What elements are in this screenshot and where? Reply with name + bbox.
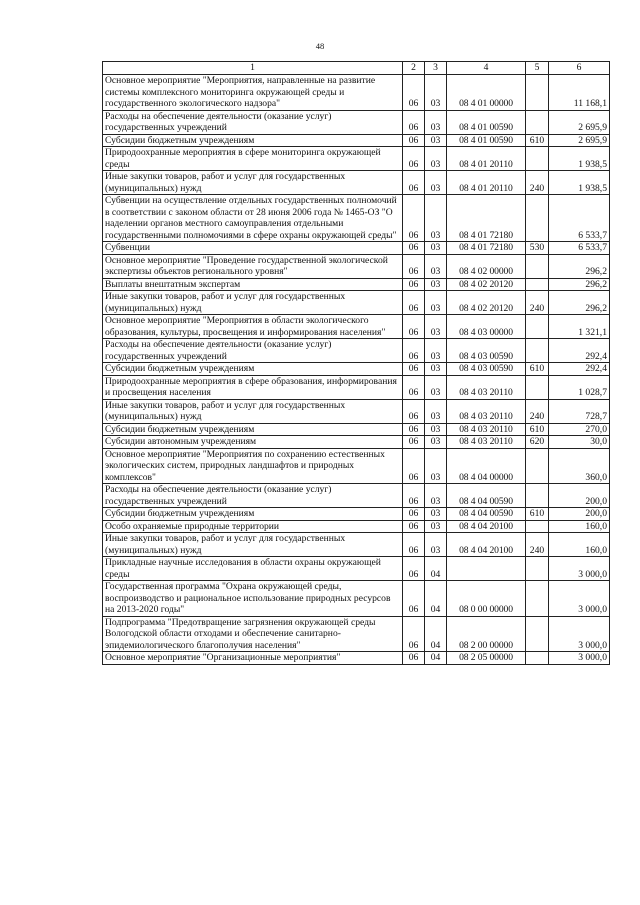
row-name-cell: Субсидии бюджетным учреждениям: [103, 363, 403, 376]
row-section-cell: 06: [403, 652, 425, 665]
row-sum-cell: 296,2: [549, 291, 610, 315]
row-target-code-cell: [447, 557, 526, 581]
row-target-code-cell: 08 4 04 20100: [447, 520, 526, 533]
row-name-cell: Государственная программа "Охрана окружающей среды, воспроизводство и рациональное использование природных ресурсов на 2013-2020 годы": [103, 581, 403, 617]
row-expense-type-cell: [526, 110, 549, 134]
row-section-cell: 06: [403, 291, 425, 315]
row-expense-type-cell: [526, 581, 549, 617]
row-section-cell: 06: [403, 375, 425, 399]
row-section-cell: 06: [403, 278, 425, 291]
row-target-code-cell: 08 4 01 20110: [447, 171, 526, 195]
row-subsection-cell: 03: [425, 363, 447, 376]
row-subsection-cell: 03: [425, 375, 447, 399]
row-name-cell: Иные закупки товаров, работ и услуг для государственных (муниципальных) нужд: [103, 291, 403, 315]
row-expense-type-cell: [526, 147, 549, 171]
table-row: [103, 315, 610, 339]
row-target-code-cell: 08 4 04 00590: [447, 484, 526, 508]
row-expense-type-cell: 610: [526, 423, 549, 436]
table-row: [103, 254, 610, 278]
page-number: 48: [315, 41, 325, 51]
row-sum-cell: 292,4: [549, 363, 610, 376]
row-expense-type-cell: [526, 278, 549, 291]
row-target-code-cell: 08 4 03 20110: [447, 375, 526, 399]
row-target-code-cell: 08 4 04 00590: [447, 508, 526, 521]
row-expense-type-cell: 610: [526, 363, 549, 376]
row-section-cell: 06: [403, 436, 425, 449]
row-subsection-cell: 03: [425, 291, 447, 315]
row-expense-type-cell: 610: [526, 134, 549, 147]
table-row: [103, 375, 610, 399]
row-name-cell: Основное мероприятие "Мероприятия, направленные на развитие системы комплексного мониторинга окружающей среды и государственного экологического надзора": [103, 75, 403, 111]
table-row: [103, 291, 610, 315]
row-expense-type-cell: [526, 195, 549, 242]
row-expense-type-cell: [526, 75, 549, 111]
column-header: 2: [403, 62, 425, 75]
row-sum-cell: 2 695,9: [549, 134, 610, 147]
row-subsection-cell: 03: [425, 399, 447, 423]
row-section-cell: 06: [403, 520, 425, 533]
row-name-cell: Природоохранные мероприятия в сфере мониторинга окружающей среды: [103, 147, 403, 171]
row-subsection-cell: 04: [425, 652, 447, 665]
row-sum-cell: 160,0: [549, 520, 610, 533]
row-section-cell: 06: [403, 110, 425, 134]
row-subsection-cell: 03: [425, 508, 447, 521]
row-section-cell: 06: [403, 254, 425, 278]
row-sum-cell: 1 321,1: [549, 315, 610, 339]
row-subsection-cell: 03: [425, 147, 447, 171]
row-name-cell: Подпрограмма "Предотвращение загрязнения окружающей среды Вологодской области отходами и обеспечение санитарно-эпидемиологического благополучия населения": [103, 616, 403, 652]
table-body: [103, 75, 610, 665]
row-section-cell: 06: [403, 171, 425, 195]
row-subsection-cell: 03: [425, 195, 447, 242]
row-section-cell: 06: [403, 616, 425, 652]
row-sum-cell: 11 168,1: [549, 75, 610, 111]
row-sum-cell: 1 938,5: [549, 171, 610, 195]
row-target-code-cell: 08 4 01 00590: [447, 110, 526, 134]
row-name-cell: Субсидии бюджетным учреждениям: [103, 423, 403, 436]
row-sum-cell: 3 000,0: [549, 557, 610, 581]
column-header: 1: [103, 62, 403, 75]
row-sum-cell: 296,2: [549, 254, 610, 278]
row-subsection-cell: 03: [425, 254, 447, 278]
row-name-cell: Субсидии автономным учреждениям: [103, 436, 403, 449]
row-expense-type-cell: 620: [526, 436, 549, 449]
row-expense-type-cell: 240: [526, 533, 549, 557]
table-row: [103, 533, 610, 557]
row-name-cell: Основное мероприятие "Мероприятия в области экологического образования, культуры, просвещения и информирования населения": [103, 315, 403, 339]
table-row: [103, 520, 610, 533]
row-sum-cell: 3 000,0: [549, 581, 610, 617]
row-sum-cell: 270,0: [549, 423, 610, 436]
table-row: [103, 110, 610, 134]
row-subsection-cell: 03: [425, 339, 447, 363]
row-name-cell: Основное мероприятие "Организационные мероприятия": [103, 652, 403, 665]
row-expense-type-cell: [526, 375, 549, 399]
row-name-cell: Расходы на обеспечение деятельности (оказание услуг) государственных учреждений: [103, 339, 403, 363]
row-name-cell: Иные закупки товаров, работ и услуг для государственных (муниципальных) нужд: [103, 533, 403, 557]
row-subsection-cell: 03: [425, 110, 447, 134]
row-sum-cell: 200,0: [549, 508, 610, 521]
row-subsection-cell: 03: [425, 484, 447, 508]
row-expense-type-cell: [526, 484, 549, 508]
row-name-cell: Особо охраняемые природные территории: [103, 520, 403, 533]
row-target-code-cell: 08 4 01 72180: [447, 242, 526, 255]
row-target-code-cell: 08 4 03 20110: [447, 436, 526, 449]
row-sum-cell: 1 938,5: [549, 147, 610, 171]
row-name-cell: Иные закупки товаров, работ и услуг для государственных (муниципальных) нужд: [103, 171, 403, 195]
row-target-code-cell: 08 4 01 00590: [447, 134, 526, 147]
row-subsection-cell: 03: [425, 75, 447, 111]
row-expense-type-cell: [526, 254, 549, 278]
row-name-cell: Природоохранные мероприятия в сфере образования, информирования и просвещения населения: [103, 375, 403, 399]
row-expense-type-cell: [526, 339, 549, 363]
column-header: 5: [526, 62, 549, 75]
row-target-code-cell: 08 4 02 20120: [447, 291, 526, 315]
table-row: [103, 134, 610, 147]
row-target-code-cell: 08 2 00 00000: [447, 616, 526, 652]
row-section-cell: 06: [403, 195, 425, 242]
column-header: 6: [549, 62, 610, 75]
row-target-code-cell: 08 4 03 20110: [447, 399, 526, 423]
row-name-cell: Субсидии бюджетным учреждениям: [103, 134, 403, 147]
table-row: [103, 557, 610, 581]
row-section-cell: 06: [403, 581, 425, 617]
table-row: [103, 484, 610, 508]
row-sum-cell: 200,0: [549, 484, 610, 508]
row-section-cell: 06: [403, 448, 425, 484]
row-section-cell: 06: [403, 399, 425, 423]
row-section-cell: 06: [403, 242, 425, 255]
row-subsection-cell: 04: [425, 616, 447, 652]
row-section-cell: 06: [403, 134, 425, 147]
row-subsection-cell: 03: [425, 423, 447, 436]
row-target-code-cell: 08 4 04 20100: [447, 533, 526, 557]
row-name-cell: Субвенции на осуществление отдельных государственных полномочий в соответствии с законом области от 28 июня 2006 года № 1465-ОЗ "О наделении органов местного самоуправления отдельными государственными полномочиями в сфере охраны окружающей среды": [103, 195, 403, 242]
table-row: [103, 242, 610, 255]
table-row: [103, 652, 610, 665]
row-expense-type-cell: [526, 448, 549, 484]
budget-table: [102, 61, 610, 665]
row-name-cell: Иные закупки товаров, работ и услуг для государственных (муниципальных) нужд: [103, 399, 403, 423]
row-expense-type-cell: 240: [526, 291, 549, 315]
column-header: 4: [447, 62, 526, 75]
row-target-code-cell: 08 4 02 20120: [447, 278, 526, 291]
table-row: [103, 508, 610, 521]
row-expense-type-cell: 610: [526, 508, 549, 521]
row-subsection-cell: 03: [425, 315, 447, 339]
row-subsection-cell: 03: [425, 436, 447, 449]
table-row: [103, 436, 610, 449]
row-expense-type-cell: [526, 315, 549, 339]
row-sum-cell: 1 028,7: [549, 375, 610, 399]
row-section-cell: 06: [403, 363, 425, 376]
row-section-cell: 06: [403, 315, 425, 339]
row-target-code-cell: 08 4 03 00590: [447, 339, 526, 363]
row-subsection-cell: 04: [425, 581, 447, 617]
row-target-code-cell: 08 4 03 00000: [447, 315, 526, 339]
row-sum-cell: 160,0: [549, 533, 610, 557]
table-row: [103, 448, 610, 484]
row-sum-cell: 3 000,0: [549, 652, 610, 665]
row-name-cell: Расходы на обеспечение деятельности (оказание услуг) государственных учреждений: [103, 110, 403, 134]
row-sum-cell: 292,4: [549, 339, 610, 363]
table-row: [103, 171, 610, 195]
row-section-cell: 06: [403, 75, 425, 111]
row-subsection-cell: 03: [425, 134, 447, 147]
row-sum-cell: 6 533,7: [549, 242, 610, 255]
row-subsection-cell: 03: [425, 533, 447, 557]
table-row: [103, 339, 610, 363]
row-target-code-cell: 08 4 01 20110: [447, 147, 526, 171]
row-subsection-cell: 03: [425, 242, 447, 255]
row-section-cell: 06: [403, 147, 425, 171]
row-target-code-cell: 08 4 04 00000: [447, 448, 526, 484]
table-row: [103, 75, 610, 111]
row-section-cell: 06: [403, 557, 425, 581]
row-subsection-cell: 04: [425, 557, 447, 581]
row-name-cell: Субсидии бюджетным учреждениям: [103, 508, 403, 521]
row-section-cell: 06: [403, 484, 425, 508]
row-sum-cell: 296,2: [549, 278, 610, 291]
row-sum-cell: 30,0: [549, 436, 610, 449]
row-section-cell: 06: [403, 339, 425, 363]
row-target-code-cell: 08 4 02 00000: [447, 254, 526, 278]
table-row: [103, 363, 610, 376]
row-expense-type-cell: [526, 520, 549, 533]
table-row: [103, 581, 610, 617]
row-expense-type-cell: 530: [526, 242, 549, 255]
row-expense-type-cell: [526, 652, 549, 665]
row-target-code-cell: 08 4 01 00000: [447, 75, 526, 111]
table-row: [103, 399, 610, 423]
row-expense-type-cell: [526, 616, 549, 652]
row-sum-cell: 360,0: [549, 448, 610, 484]
row-subsection-cell: 03: [425, 520, 447, 533]
table-row: [103, 423, 610, 436]
row-expense-type-cell: [526, 557, 549, 581]
row-target-code-cell: 08 4 03 20110: [447, 423, 526, 436]
row-name-cell: Субвенции: [103, 242, 403, 255]
row-section-cell: 06: [403, 533, 425, 557]
row-name-cell: Основное мероприятие "Мероприятия по сохранению естественных экологических систем, природных ландшафтов и природных комплексов": [103, 448, 403, 484]
table-row: [103, 278, 610, 291]
row-expense-type-cell: 240: [526, 171, 549, 195]
row-target-code-cell: 08 4 01 72180: [447, 195, 526, 242]
table-row: [103, 195, 610, 242]
row-sum-cell: 6 533,7: [549, 195, 610, 242]
row-subsection-cell: 03: [425, 448, 447, 484]
row-target-code-cell: 08 4 03 00590: [447, 363, 526, 376]
row-sum-cell: 728,7: [549, 399, 610, 423]
table-row: [103, 147, 610, 171]
row-name-cell: Прикладные научные исследования в области охраны окружающей среды: [103, 557, 403, 581]
row-name-cell: Расходы на обеспечение деятельности (оказание услуг) государственных учреждений: [103, 484, 403, 508]
row-name-cell: Выплаты внештатным экспертам: [103, 278, 403, 291]
row-section-cell: 06: [403, 508, 425, 521]
row-subsection-cell: 03: [425, 278, 447, 291]
row-target-code-cell: 08 0 00 00000: [447, 581, 526, 617]
header-row: [103, 62, 610, 75]
row-section-cell: 06: [403, 423, 425, 436]
row-name-cell: Основное мероприятие "Проведение государственной экологической экспертизы объектов регионального уровня": [103, 254, 403, 278]
row-expense-type-cell: 240: [526, 399, 549, 423]
row-target-code-cell: 08 2 05 00000: [447, 652, 526, 665]
row-sum-cell: 2 695,9: [549, 110, 610, 134]
row-subsection-cell: 03: [425, 171, 447, 195]
column-header: 3: [425, 62, 447, 75]
table-row: [103, 616, 610, 652]
row-sum-cell: 3 000,0: [549, 616, 610, 652]
